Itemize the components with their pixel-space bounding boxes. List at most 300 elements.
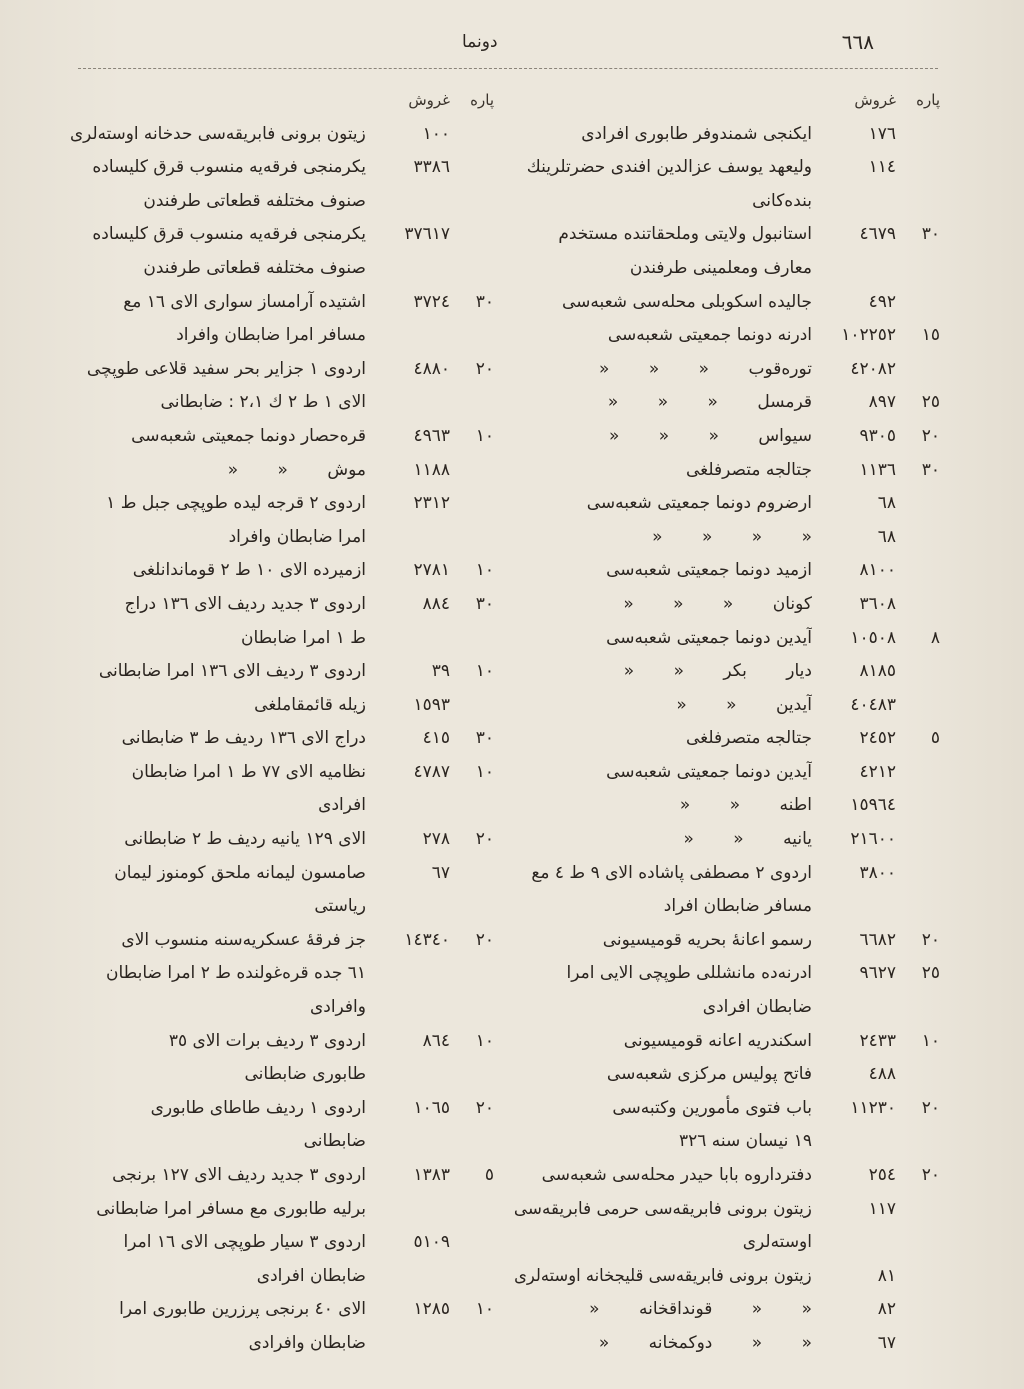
- entry-description-text: رسمو اعانهٔ بحریه قومیسیونی: [602, 929, 812, 950]
- para-value: ٢٠: [921, 1097, 940, 1118]
- kurus-value: ٤٩٢: [868, 291, 896, 312]
- para-value: [456, 957, 494, 991]
- kurus-value: ١٥٩٦٤: [850, 795, 896, 816]
- kurus-value: ١٥٩٣: [413, 694, 450, 715]
- ledger-entry: [68, 554, 494, 588]
- entry-description-text: دفترداروه بابا حیدر محله‌سی شعبه‌سی: [541, 1165, 812, 1185]
- para-value: [902, 554, 940, 588]
- kurus-value: ٤١٥: [422, 728, 450, 749]
- entry-description: [512, 1260, 812, 1294]
- entry-description-text: ارضروم دونما جمعیتی شعبه‌سی: [586, 493, 812, 514]
- para-value: [456, 487, 494, 521]
- para-value: ٢٠: [475, 929, 494, 950]
- ledger-entry: [68, 353, 494, 387]
- kurus-value: [372, 1125, 450, 1159]
- entry-description: [68, 1293, 366, 1327]
- kurus-value: ٦٧: [431, 862, 450, 883]
- entry-description: [68, 1159, 366, 1193]
- left-column: [68, 84, 494, 1361]
- para-value: [902, 689, 940, 723]
- entry-description: [512, 823, 812, 857]
- kurus-value: ٦٨: [877, 526, 896, 547]
- ledger-entry-continuation: [68, 1193, 494, 1227]
- ledger-entry: [68, 588, 494, 622]
- para-value: ١٠: [475, 761, 494, 782]
- entry-description-text: یانیه « «: [683, 829, 812, 850]
- entry-description: [512, 689, 812, 723]
- entry-description-text: موش « «: [227, 459, 366, 480]
- entry-description: [512, 420, 812, 454]
- ledger-entry: [68, 823, 494, 857]
- ledger-entry: [512, 521, 940, 555]
- kurus-value: ١٣٨٣: [413, 1165, 450, 1185]
- ledger-entry: [68, 151, 494, 185]
- kurus-value: ١٢٨٥: [413, 1299, 450, 1320]
- ledger-entry: [68, 1293, 494, 1327]
- ledger-entry-continuation: [68, 957, 494, 991]
- entry-description-text: یکرمنجی فرقه‌یه منسوب قرق کلیساده: [92, 157, 366, 178]
- para-value: [456, 991, 494, 1025]
- kurus-value: ٢٤٣٣: [859, 1030, 896, 1051]
- para-value: [902, 1260, 940, 1294]
- ledger-entry: [68, 1092, 494, 1126]
- ledger-entry: [512, 1025, 940, 1059]
- entry-description-text: زیتون برونی فابریقه‌سی حدخانه اوسته‌لری: [70, 123, 366, 144]
- para-value: ٢٥: [921, 963, 940, 984]
- ledger-entry: [68, 454, 494, 488]
- kurus-value: ٨١: [877, 1265, 896, 1286]
- ledger-entry: [512, 689, 940, 723]
- entry-description: [512, 1327, 812, 1361]
- ledger-entry-continuation: [68, 1125, 494, 1159]
- entry-description: [68, 1260, 366, 1294]
- ledger-entry-continuation: [68, 252, 494, 286]
- entry-description: [512, 353, 812, 387]
- para-value: [456, 521, 494, 555]
- kurus-value: ٣٨٠٠: [859, 862, 896, 883]
- para-value: [456, 622, 494, 656]
- para-value: ٢٠: [921, 1165, 940, 1185]
- para-value: [456, 151, 494, 185]
- entry-description-text: وافرادی: [309, 997, 366, 1018]
- kurus-value: ٣٧٦١٧: [404, 224, 450, 245]
- entry-description-text: ١٩ نیسان سنه ٣٢٦: [678, 1131, 812, 1152]
- para-value: ١٠: [475, 425, 494, 446]
- entry-description-text: ادرنه دونما جمعیتی شعبه‌سی: [607, 325, 812, 346]
- entry-description-text: اسکندریه اعانه قومیسیونی: [623, 1030, 812, 1051]
- entry-description: [512, 151, 812, 185]
- entry-description: [512, 588, 812, 622]
- entry-description-text: جتالجه متصرفلغی: [686, 728, 812, 749]
- kurus-value: [372, 1260, 450, 1294]
- ledger-entry: [512, 1125, 940, 1159]
- entry-description: [512, 1025, 812, 1059]
- kurus-value: ١٧٦: [868, 123, 896, 144]
- entry-description-text: اردوی ١ جزایر بحر سفید قلاعی طوپچی: [86, 358, 366, 379]
- ledger-entry-continuation: [68, 1058, 494, 1092]
- entry-description: [68, 655, 366, 689]
- entry-description: [68, 823, 366, 857]
- para-value: [456, 185, 494, 219]
- kurus-value: ٣٦٠٨: [859, 593, 896, 614]
- entry-description: [68, 924, 366, 958]
- ledger-entry-continuation: [68, 386, 494, 420]
- kurus-column-heading: غروش: [408, 91, 450, 109]
- para-value: ٣٠: [921, 224, 940, 245]
- entry-description-text: توره‌قوب « « «: [599, 358, 812, 379]
- kurus-value: [372, 1327, 450, 1361]
- entry-description-text: اردوی ٢ مصطفی پاشاده الای ٩ ط ٤ مع: [531, 862, 812, 883]
- entry-description: [68, 420, 366, 454]
- ledger-entry-continuation: [68, 1260, 494, 1294]
- para-value: [902, 1226, 940, 1260]
- kurus-value: [818, 252, 896, 286]
- entry-description: [512, 554, 812, 588]
- para-value: ٢٠: [475, 1097, 494, 1118]
- entry-description: [68, 1025, 366, 1059]
- ledger-entry: [68, 118, 494, 152]
- para-value: [902, 756, 940, 790]
- kurus-value: [372, 386, 450, 420]
- entry-description-text: امرا ضابطان وافراد: [228, 526, 366, 547]
- para-value: ٥: [930, 728, 940, 749]
- entry-description: [512, 991, 812, 1025]
- ledger-entry-continuation: [68, 890, 494, 924]
- entry-description: [512, 319, 812, 353]
- entry-description-text: جز فرقهٔ عسکریه‌سنه منسوب الای: [121, 929, 366, 950]
- entry-description: [68, 857, 366, 891]
- entry-description-text: جالیده اسکوبلی محله‌سی شعبه‌سی: [561, 291, 812, 312]
- entry-description: [512, 622, 812, 656]
- ledger-entry: [512, 924, 940, 958]
- para-value: [456, 454, 494, 488]
- entry-description: [512, 789, 812, 823]
- kurus-value: ٤٢١٢: [859, 761, 896, 782]
- entry-description-text: باب فتوی مأمورین وکتبه‌سی: [612, 1097, 812, 1118]
- ledger-entry: [512, 789, 940, 823]
- kurus-value: ٢٧٨١: [413, 560, 450, 581]
- entry-description-text: اوسته‌لری: [742, 1232, 812, 1253]
- entry-description-text: اردوی ٣ جدید ردیف الای ١٣٦ دراج: [124, 593, 366, 614]
- para-value: [456, 252, 494, 286]
- entry-description-text: نظامیه الای ٧٧ ط ١ امرا ضابطان: [131, 761, 366, 782]
- ledger-entry: [512, 386, 940, 420]
- ledger-entry-continuation: [512, 1226, 940, 1260]
- entry-description-text: ادرنه‌ده مانشللی طوپچی الایی امرا: [566, 963, 812, 984]
- ledger-entry: [512, 756, 940, 790]
- para-value: [902, 151, 940, 185]
- entry-description-text: ولیعهد یوسف عزالدین افندی حضرتلرینك: [526, 157, 812, 178]
- para-value: ٣٠: [475, 291, 494, 312]
- kurus-value: [372, 1058, 450, 1092]
- kurus-value: [818, 1226, 896, 1260]
- para-value: ١٠: [475, 560, 494, 581]
- para-value: [456, 890, 494, 924]
- para-value: [902, 655, 940, 689]
- entry-description: [68, 1226, 366, 1260]
- right-column: [512, 84, 940, 1361]
- entry-description: [68, 554, 366, 588]
- ledger-entry: [68, 655, 494, 689]
- para-value: ١٠: [475, 1299, 494, 1320]
- entry-description: [68, 789, 366, 823]
- entry-description-text: اردوی ٣ جدید ردیف الای ١٢٧ برنجی: [112, 1165, 366, 1185]
- column-header: [512, 84, 940, 118]
- ledger-entry: [512, 353, 940, 387]
- kurus-value: [372, 991, 450, 1025]
- para-value: [456, 1058, 494, 1092]
- entry-description-text: طابوری ضابطانی: [244, 1064, 366, 1085]
- kurus-value: ١٠٢٢٥٢: [841, 325, 896, 346]
- entry-description-text: ضابطان افرادی: [256, 1265, 366, 1286]
- para-value: [456, 319, 494, 353]
- entry-description: [512, 890, 812, 924]
- ledger-entry: [68, 722, 494, 756]
- para-value: ٣٠: [921, 459, 940, 480]
- ledger-entry: [512, 588, 940, 622]
- para-value: [456, 789, 494, 823]
- ledger-entry-continuation: [512, 890, 940, 924]
- entry-description: [512, 118, 812, 152]
- kurus-value: ٦٧: [877, 1332, 896, 1353]
- ledger-entry: [512, 487, 940, 521]
- ledger-entry-continuation: [68, 622, 494, 656]
- kurus-value: ١٠٠: [422, 123, 450, 144]
- entry-description-text: ضابطانی: [303, 1131, 366, 1152]
- para-value: ١٠: [475, 1030, 494, 1051]
- kurus-value: ١٠٦٥: [413, 1097, 450, 1118]
- entry-description-text: بنده‌کانی: [752, 190, 812, 211]
- entry-description: [512, 521, 812, 555]
- entry-description-text: صنوف مختلفه قطعاتی طرفندن: [143, 257, 366, 278]
- ledger-entry: [512, 1159, 940, 1193]
- kurus-value: [818, 185, 896, 219]
- entry-description: [68, 689, 366, 723]
- entry-description: [512, 252, 812, 286]
- entry-description-text: دراج الای ١٣٦ ردیف ط ٣ ضابطانی: [121, 728, 366, 749]
- para-value: [456, 857, 494, 891]
- kurus-value: ١١٣٦: [859, 459, 896, 480]
- para-value: [902, 588, 940, 622]
- kurus-value: ٣٩: [431, 661, 450, 682]
- entry-description-text: زیله قائمقاملغی: [254, 694, 366, 715]
- ledger-entry: [512, 286, 940, 320]
- kurus-value: ٨٦٤: [422, 1030, 450, 1051]
- ledger-entry: [68, 286, 494, 320]
- ledger-entry: [512, 622, 940, 656]
- kurus-value: ٢١٦٠٠: [850, 829, 896, 850]
- para-value: ٣٠: [475, 593, 494, 614]
- ledger-entry: [512, 1327, 940, 1361]
- para-value: [902, 118, 940, 152]
- kurus-value: [818, 991, 896, 1025]
- para-value: [902, 252, 940, 286]
- kurus-value: [372, 1193, 450, 1227]
- entry-description-text: کونان « « «: [623, 593, 812, 614]
- entry-description-text: آیدین « «: [676, 694, 812, 715]
- kurus-value: ١١٢٣٠: [850, 1097, 896, 1118]
- para-value: [456, 386, 494, 420]
- entry-description: [512, 1159, 812, 1193]
- entry-description: [512, 722, 812, 756]
- ledger-entry: [512, 1293, 940, 1327]
- ledger-entry: [512, 1058, 940, 1092]
- entry-description: [68, 353, 366, 387]
- column-header: [68, 84, 494, 118]
- para-value: [902, 353, 940, 387]
- kurus-value: ٢٥٤: [868, 1165, 896, 1185]
- kurus-value: ٣٧٢٤: [413, 291, 450, 312]
- entry-description: [512, 1058, 812, 1092]
- entry-description: [68, 1327, 366, 1361]
- kurus-value: ١٤٣٤٠: [404, 929, 450, 950]
- entry-description-text: آیدین دونما جمعیتی شعبه‌سی: [606, 627, 812, 648]
- entry-description: [512, 655, 812, 689]
- ledger-entry: [68, 218, 494, 252]
- entry-description: [512, 1193, 812, 1227]
- kurus-value: ٦٨: [877, 493, 896, 514]
- para-value: ٢٠: [475, 829, 494, 850]
- description-column-heading: [68, 84, 366, 118]
- para-value: [456, 118, 494, 152]
- entry-description-text: جتالجه متصرفلغی: [686, 459, 812, 480]
- entry-description-text: قره‌حصار دونما جمعیتی شعبه‌سی: [131, 425, 366, 446]
- ledger-entry: [68, 756, 494, 790]
- kurus-value: ٤٠٤٨٣: [850, 694, 896, 715]
- para-value: [902, 823, 940, 857]
- entry-description: [512, 957, 812, 991]
- para-value: [902, 1058, 940, 1092]
- entry-description: [512, 454, 812, 488]
- para-value: ٢٠: [475, 358, 494, 379]
- ledger-entry: [512, 722, 940, 756]
- entry-description: [68, 957, 366, 991]
- ledger-entry-continuation: [68, 185, 494, 219]
- para-value: [902, 521, 940, 555]
- header-divider: [78, 68, 938, 69]
- para-value: [902, 1193, 940, 1227]
- kurus-value: ٤٩٦٣: [413, 425, 450, 446]
- ledger-entry: [512, 554, 940, 588]
- entry-description-text: زیتون برونی فابریقه‌سی حرمی فابریقه‌سی: [514, 1198, 812, 1219]
- ledger-entry: [68, 689, 494, 723]
- ledger-entry-continuation: [68, 789, 494, 823]
- para-value: [902, 1125, 940, 1159]
- kurus-value: ٨١٠٠: [859, 560, 896, 581]
- entry-description: [68, 1125, 366, 1159]
- entry-description: [512, 1226, 812, 1260]
- ledger-entry-continuation: [68, 1327, 494, 1361]
- entry-description: [512, 1125, 812, 1159]
- entry-description-text: الای ٤٠ برنجی پرزرین طابوری امرا: [119, 1299, 366, 1320]
- entry-description: [68, 386, 366, 420]
- kurus-column-heading: غروش: [854, 91, 896, 109]
- ledger-entry: [68, 1159, 494, 1193]
- entry-description-text: آیدین دونما جمعیتی شعبه‌سی: [606, 761, 812, 782]
- ledger-entry: [512, 218, 940, 252]
- entry-description: [68, 622, 366, 656]
- ledger-entry: [68, 1025, 494, 1059]
- entry-description-text: اردوی ٢ قرجه لیده طوپچی جبل ط ١: [106, 493, 366, 514]
- entry-description-text: ریاستی: [314, 896, 366, 917]
- kurus-value: ٢٤٥٢: [859, 728, 896, 749]
- entry-description: [68, 252, 366, 286]
- ledger-entry: [68, 857, 494, 891]
- ledger-entry: [512, 823, 940, 857]
- entry-description-text: ضابطان وافرادی: [248, 1332, 366, 1353]
- ledger-entry: [512, 1092, 940, 1126]
- ledger-entry: [68, 420, 494, 454]
- kurus-value: [372, 789, 450, 823]
- kurus-value: ٤٧٨٧: [413, 761, 450, 782]
- entry-description-text: اطنه « «: [679, 795, 812, 816]
- entry-description: [512, 924, 812, 958]
- kurus-value: ٨٨٤: [422, 593, 450, 614]
- entry-description-text: الای ١٢٩ یانیه ردیف ط ٢ ضابطانی: [124, 829, 366, 850]
- kurus-value: ٥١٠٩: [413, 1232, 450, 1253]
- entry-description-text: زیتون برونی فابریقه‌سی قلیجخانه اوسته‌لری: [514, 1265, 812, 1286]
- ledger-entry-continuation: [68, 521, 494, 555]
- ledger-entry: [512, 957, 940, 991]
- entry-description-text: اردوی ٣ ردیف الای ١٣٦ امرا ضابطانی: [98, 661, 366, 682]
- ledger-entry-continuation: [512, 185, 940, 219]
- entry-description: [68, 487, 366, 521]
- kurus-value: [372, 319, 450, 353]
- ledger-entry-continuation: [68, 319, 494, 353]
- kurus-value: ١٠٥٠٨: [850, 627, 896, 648]
- kurus-value: [372, 521, 450, 555]
- entry-description-text: برلیه طابوری مع مسافر امرا ضابطانی: [96, 1198, 366, 1219]
- entry-description-text: « « قونداقخانه «: [589, 1299, 812, 1320]
- entry-description: [68, 588, 366, 622]
- entry-description-text: افرادی: [318, 795, 366, 816]
- entry-description: [512, 1092, 812, 1126]
- entry-description-text: ٦١ جده قره‌غولنده ط ٢ امرا ضابطان: [105, 963, 366, 984]
- entry-description-text: دیار بکر « «: [623, 661, 812, 682]
- ledger-entry: [512, 655, 940, 689]
- entry-description: [68, 151, 366, 185]
- ledger-entry: [68, 1226, 494, 1260]
- kurus-value: [818, 1125, 896, 1159]
- para-value: ٢٠: [921, 425, 940, 446]
- kurus-value: [372, 890, 450, 924]
- kurus-value: [372, 252, 450, 286]
- para-value: [456, 1260, 494, 1294]
- entry-description-text: اردوی ٣ ردیف برات الای ٣٥: [168, 1030, 366, 1051]
- kurus-value: ٦٦٨٢: [859, 929, 896, 950]
- para-value: [902, 286, 940, 320]
- entry-description: [68, 1193, 366, 1227]
- kurus-value: ١١٨٨: [413, 459, 450, 480]
- ledger-entry-continuation: [512, 991, 940, 1025]
- para-value: [902, 1293, 940, 1327]
- kurus-value: ٤٨٨: [868, 1064, 896, 1085]
- entry-description: [512, 218, 812, 252]
- ledger-entry: [512, 118, 940, 152]
- entry-description: [68, 286, 366, 320]
- entry-description: [512, 185, 812, 219]
- entry-description: [68, 118, 366, 152]
- entry-description: [68, 218, 366, 252]
- entry-description-text: صامسون لیمانه ملحق کومنوز لیمان: [114, 862, 366, 883]
- entry-description-text: ازمیرده الای ١٠ ط ٢ قوماندانلغی: [132, 560, 366, 581]
- entry-description: [68, 319, 366, 353]
- kurus-value: ٨٩٧: [868, 392, 896, 413]
- entry-description-text: استانبول ولایتی وملحقاتنده مستخدم: [558, 224, 812, 245]
- para-value: [456, 1226, 494, 1260]
- para-value: [902, 487, 940, 521]
- para-value: [456, 1327, 494, 1361]
